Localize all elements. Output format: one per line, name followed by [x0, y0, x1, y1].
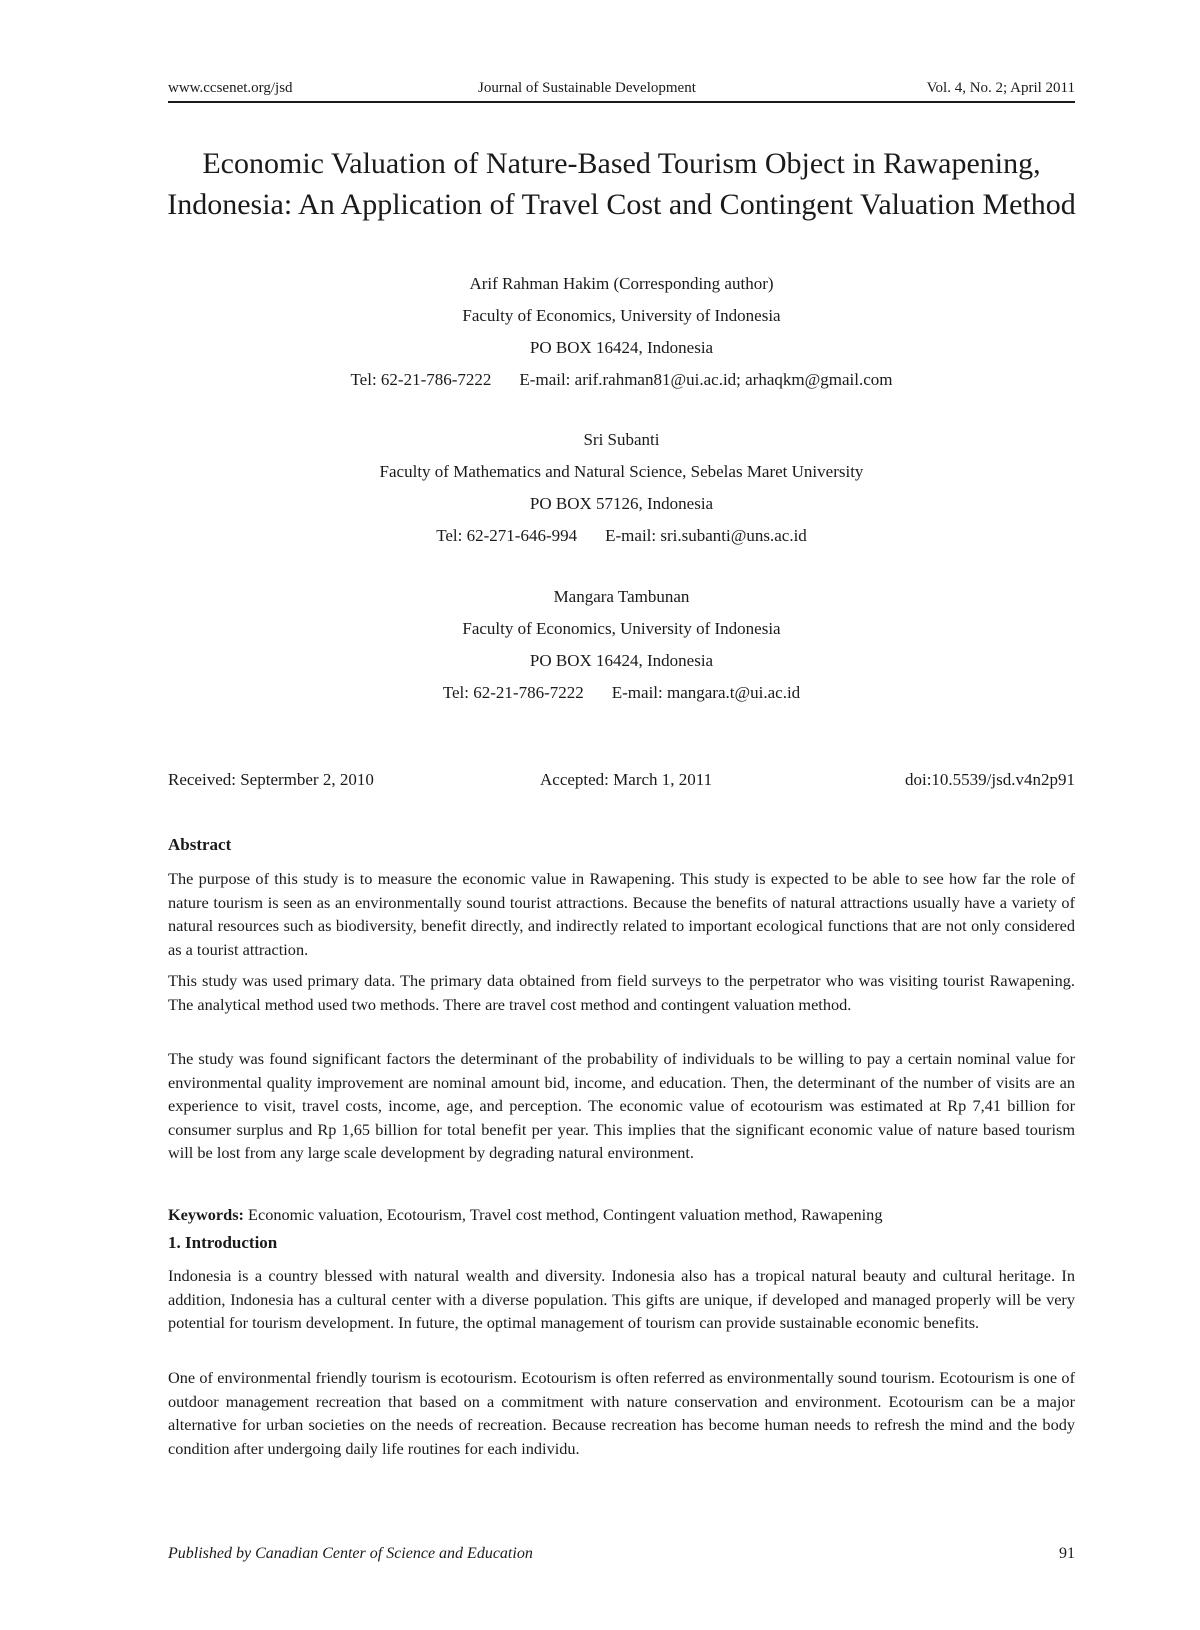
introduction-paragraph-1: Indonesia is a country blessed with natural wealth and diversity. Indonesia also has a tropical natural beauty and cultural heritage. In addition, Indonesia has a cultural center with a diverse population. This gifts are unique, if developed and managed properly will be very potential for tourism development. In future, the optimal management of tourism can provide sustainable economic benefits.	[168, 1266, 1075, 1332]
abstract-paragraph-2: This study was used primary data. The primary data obtained from field surveys to the perpetrator who was visiting tourist Rawapening. The analytical method used two methods. There are travel cost method and contingent valuation method.	[168, 971, 1075, 1014]
abstract-paragraph-1: The purpose of this study is to measure the economic value in Rawapening. This study is expected to be able to see how far the role of nature tourism is seen as an environmentally sound tourist attractions. Because the benefits of natural attractions usually have a variety of natural resources such as biodiversity, benefit directly, and indirectly related to important ecological functions that are not only considered as a tourist attraction.	[168, 869, 1075, 959]
author-address: PO BOX 16424, Indonesia	[529, 651, 714, 670]
keywords	[168, 1203, 1075, 1227]
received-date: Received: Septermber 2, 2010	[168, 770, 374, 789]
author-contact	[168, 520, 1075, 552]
author-affiliation: Faculty of Mathematics and Natural Science, Sebelas Maret University	[379, 462, 864, 481]
page-footer	[168, 1545, 1075, 1569]
running-header	[168, 79, 1075, 103]
doi[interactable]: doi:10.5539/jsd.v4n2p91	[904, 770, 1075, 789]
introduction-paragraph-2: One of environmental friendly tourism is ecotourism. Ecotourism is often referred as environmentally sound tourism. Ecotourism is one of outdoor management recreation that based on a commitment with nature conservation and environment. Ecotourism can be a major alternative for urban societies on the needs of recreation. Because recreation has become human needs to refresh the mind and the body condition after undergoing daily life routines for each individu.	[168, 1368, 1075, 1458]
author-contact	[168, 364, 1075, 396]
author-block-3	[168, 581, 1075, 709]
author-tel: Tel: 62-21-786-7222	[350, 370, 492, 389]
abstract-heading: Abstract	[168, 835, 232, 854]
author-block-2	[168, 424, 1075, 552]
keywords-text: Economic valuation, Ecotourism, Travel cost method, Contingent valuation method, Rawapening	[248, 1205, 883, 1224]
author-contact	[168, 677, 1075, 709]
paper-title: Economic Valuation of Nature-Based Tourism Object in Rawapening, Indonesia: An Application of Travel Cost and Contingent Valuation Method	[167, 147, 1076, 221]
author-tel: Tel: 62-271-646-994	[436, 526, 578, 545]
author-address: PO BOX 57126, Indonesia	[529, 494, 714, 513]
author-email[interactable]: E-mail: arif.rahman81@ui.ac.id; arhaqkm@gmail.com	[519, 370, 893, 389]
introduction-heading: 1. Introduction	[168, 1233, 278, 1252]
volume-issue: Vol. 4, No. 2; April 2011	[926, 80, 1075, 96]
author-block-1	[168, 268, 1075, 396]
author-address: PO BOX 16424, Indonesia	[529, 338, 714, 357]
abstract-paragraph-3: The study was found significant factors the determinant of the probability of individuals to be willing to pay a certain nominal value for environmental quality improvement are nominal amount bid, income, and education. Then, the determinant of the number of visits are an experience to visit, travel costs, income, age, and perception. The economic value of ecotourism was estimated at Rp 7,41 billion for consumer surplus and Rp 1,65 billion for total benefit per year. This implies that the significant economic value of nature based tourism will be lost from any large scale development by degrading natural environment.	[168, 1049, 1075, 1162]
journal-url[interactable]: www.ccsenet.org/jsd	[168, 80, 293, 96]
author-affiliation: Faculty of Economics, University of Indonesia	[462, 306, 781, 325]
journal-name: Journal of Sustainable Development	[478, 80, 696, 96]
page-number: 91	[1059, 1545, 1075, 1562]
accepted-date: Accepted: March 1, 2011	[540, 770, 713, 789]
author-email[interactable]: E-mail: mangara.t@ui.ac.id	[611, 683, 801, 702]
publication-dates	[168, 770, 1075, 798]
author-name: Arif Rahman Hakim (Corresponding author)	[469, 274, 774, 293]
author-affiliation: Faculty of Economics, University of Indonesia	[462, 619, 781, 638]
author-name: Sri Subanti	[583, 430, 660, 449]
author-name: Mangara Tambunan	[553, 587, 690, 606]
author-email[interactable]: E-mail: sri.subanti@uns.ac.id	[605, 526, 807, 545]
keywords-label: Keywords:	[168, 1205, 244, 1224]
publisher: Published by Canadian Center of Science and Education	[168, 1545, 533, 1562]
author-tel: Tel: 62-21-786-7222	[442, 683, 584, 702]
